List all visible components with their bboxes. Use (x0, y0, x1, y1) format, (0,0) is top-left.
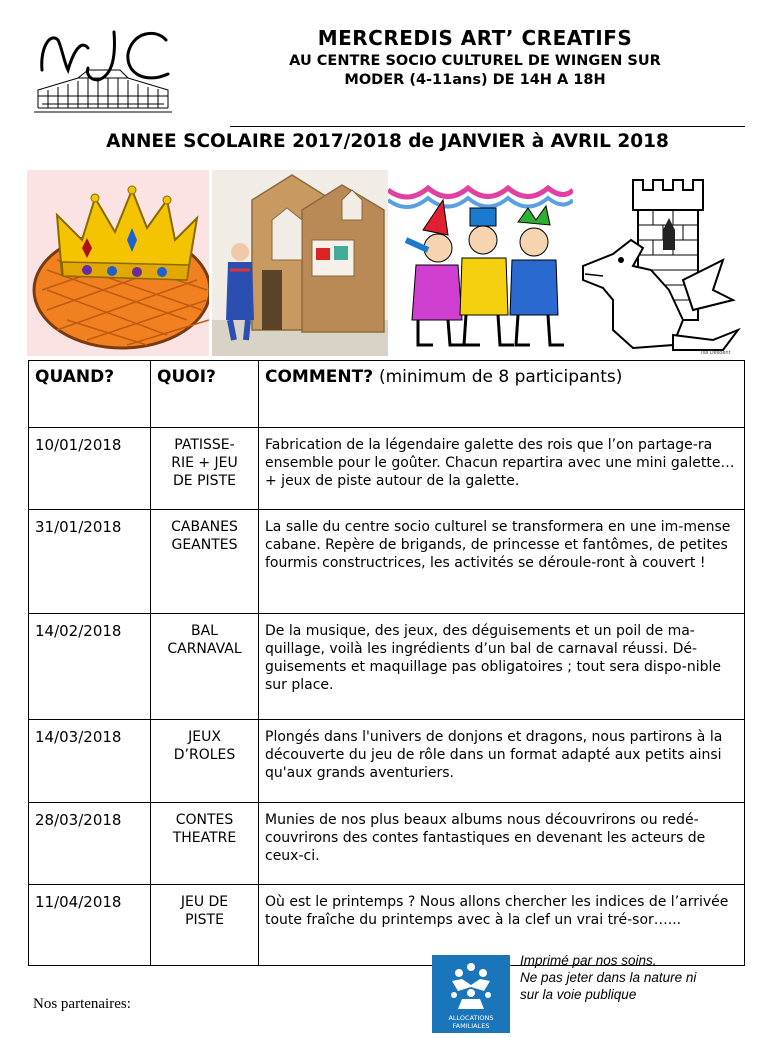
row-activity: JEUX D’ROLES (151, 720, 259, 803)
row-date: 14/03/2018 (29, 720, 151, 803)
row-description: Plongés dans l'univers de donjons et dragons, nous partirons à la découverte du jeu de rôle dans un format adapté aux petits ainsi qu'aux grands aventuriers. (259, 720, 745, 803)
school-year-title: ANNEE SCOLAIRE 2017/2018 de JANVIER à AVRIL 2018 (106, 131, 669, 152)
row-date: 31/01/2018 (29, 510, 151, 614)
table-row (29, 720, 745, 803)
page-subtitle-line1: AU CENTRE SOCIO CULTUREL DE WINGEN SUR (289, 53, 661, 69)
row-description: Où est le printemps ? Nous allons chercher les indices de l’arrivée toute fraîche du printemps avec à la clef un vrai tré-sor…... (259, 885, 745, 966)
row-activity: PATISSE- RIE + JEU DE PISTE (151, 428, 259, 510)
row-date: 11/04/2018 (29, 885, 151, 966)
caf-logo-line1: ALLOCATIONS (448, 1014, 494, 1022)
caf-logo (432, 955, 510, 1033)
page-subtitle-line2: MODER (4-11ans) DE 14H A 18H (344, 72, 606, 88)
row-description: Fabrication de la légendaire galette des rois que l’on partage-ra ensemble pour le goûter. Chacun repartira avec une mini galette…+ jeux de piste autour de la galette. (259, 428, 745, 510)
row-activity: CABANES GEANTES (151, 510, 259, 614)
header-comment-label: COMMENT? (265, 367, 374, 387)
printed-note: Imprimé par nos soins. Ne pas jeter dans la nature ni sur la voie publique (520, 953, 697, 1002)
row-date: 10/01/2018 (29, 428, 151, 510)
table-row (29, 510, 745, 614)
row-description: De la musique, des jeux, des déguisements et un poil de ma-quillage, voilà les ingrédients d’un bal de carnaval réussi. Dé-guisements et maquillage pas obligatoires ; tout sera dispo-nible sur place. (259, 614, 745, 720)
cardboard-house-photo (212, 170, 388, 356)
galette-crown-illustration (27, 170, 209, 356)
header-divider (230, 126, 745, 127)
header-comment (259, 361, 745, 428)
partners-label: Nos partenaires: (33, 996, 131, 1012)
table-row (29, 803, 745, 885)
row-description: Munies de nos plus beaux albums nous découvrirons ou redé-couvrirons des contes fantastiques en devenant les acteurs de ceux-ci. (259, 803, 745, 885)
row-date: 14/02/2018 (29, 614, 151, 720)
row-date: 28/03/2018 (29, 803, 151, 885)
row-activity: BAL CARNAVAL (151, 614, 259, 720)
row-activity: CONTES THEATRE (151, 803, 259, 885)
carnival-children-illustration (388, 170, 573, 356)
header-quand: QUAND? (29, 361, 151, 428)
row-description: La salle du centre socio culturel se transformera en une im-mense cabane. Repère de brigands, de princesse et fantômes, de petites fourmis constructrices, les activités se déroule-ront à couvert ! (259, 510, 745, 614)
page-title: MERCREDIS ART’ CREATIFS (317, 26, 633, 50)
caf-logo-line2: FAMILIALES (452, 1022, 490, 1030)
table-row (29, 614, 745, 720)
table-row (29, 428, 745, 510)
table-header-row (29, 361, 745, 428)
header-quoi: QUOI? (151, 361, 259, 428)
row-activity: JEU DE PISTE (151, 885, 259, 966)
dragon-credit: Isa Desoent (701, 350, 731, 356)
dragon-castle-illustration (573, 170, 745, 356)
header-comment-note: (minimum de 8 participants) (378, 367, 623, 387)
mjc-logo (28, 18, 178, 118)
program-table (28, 360, 745, 966)
